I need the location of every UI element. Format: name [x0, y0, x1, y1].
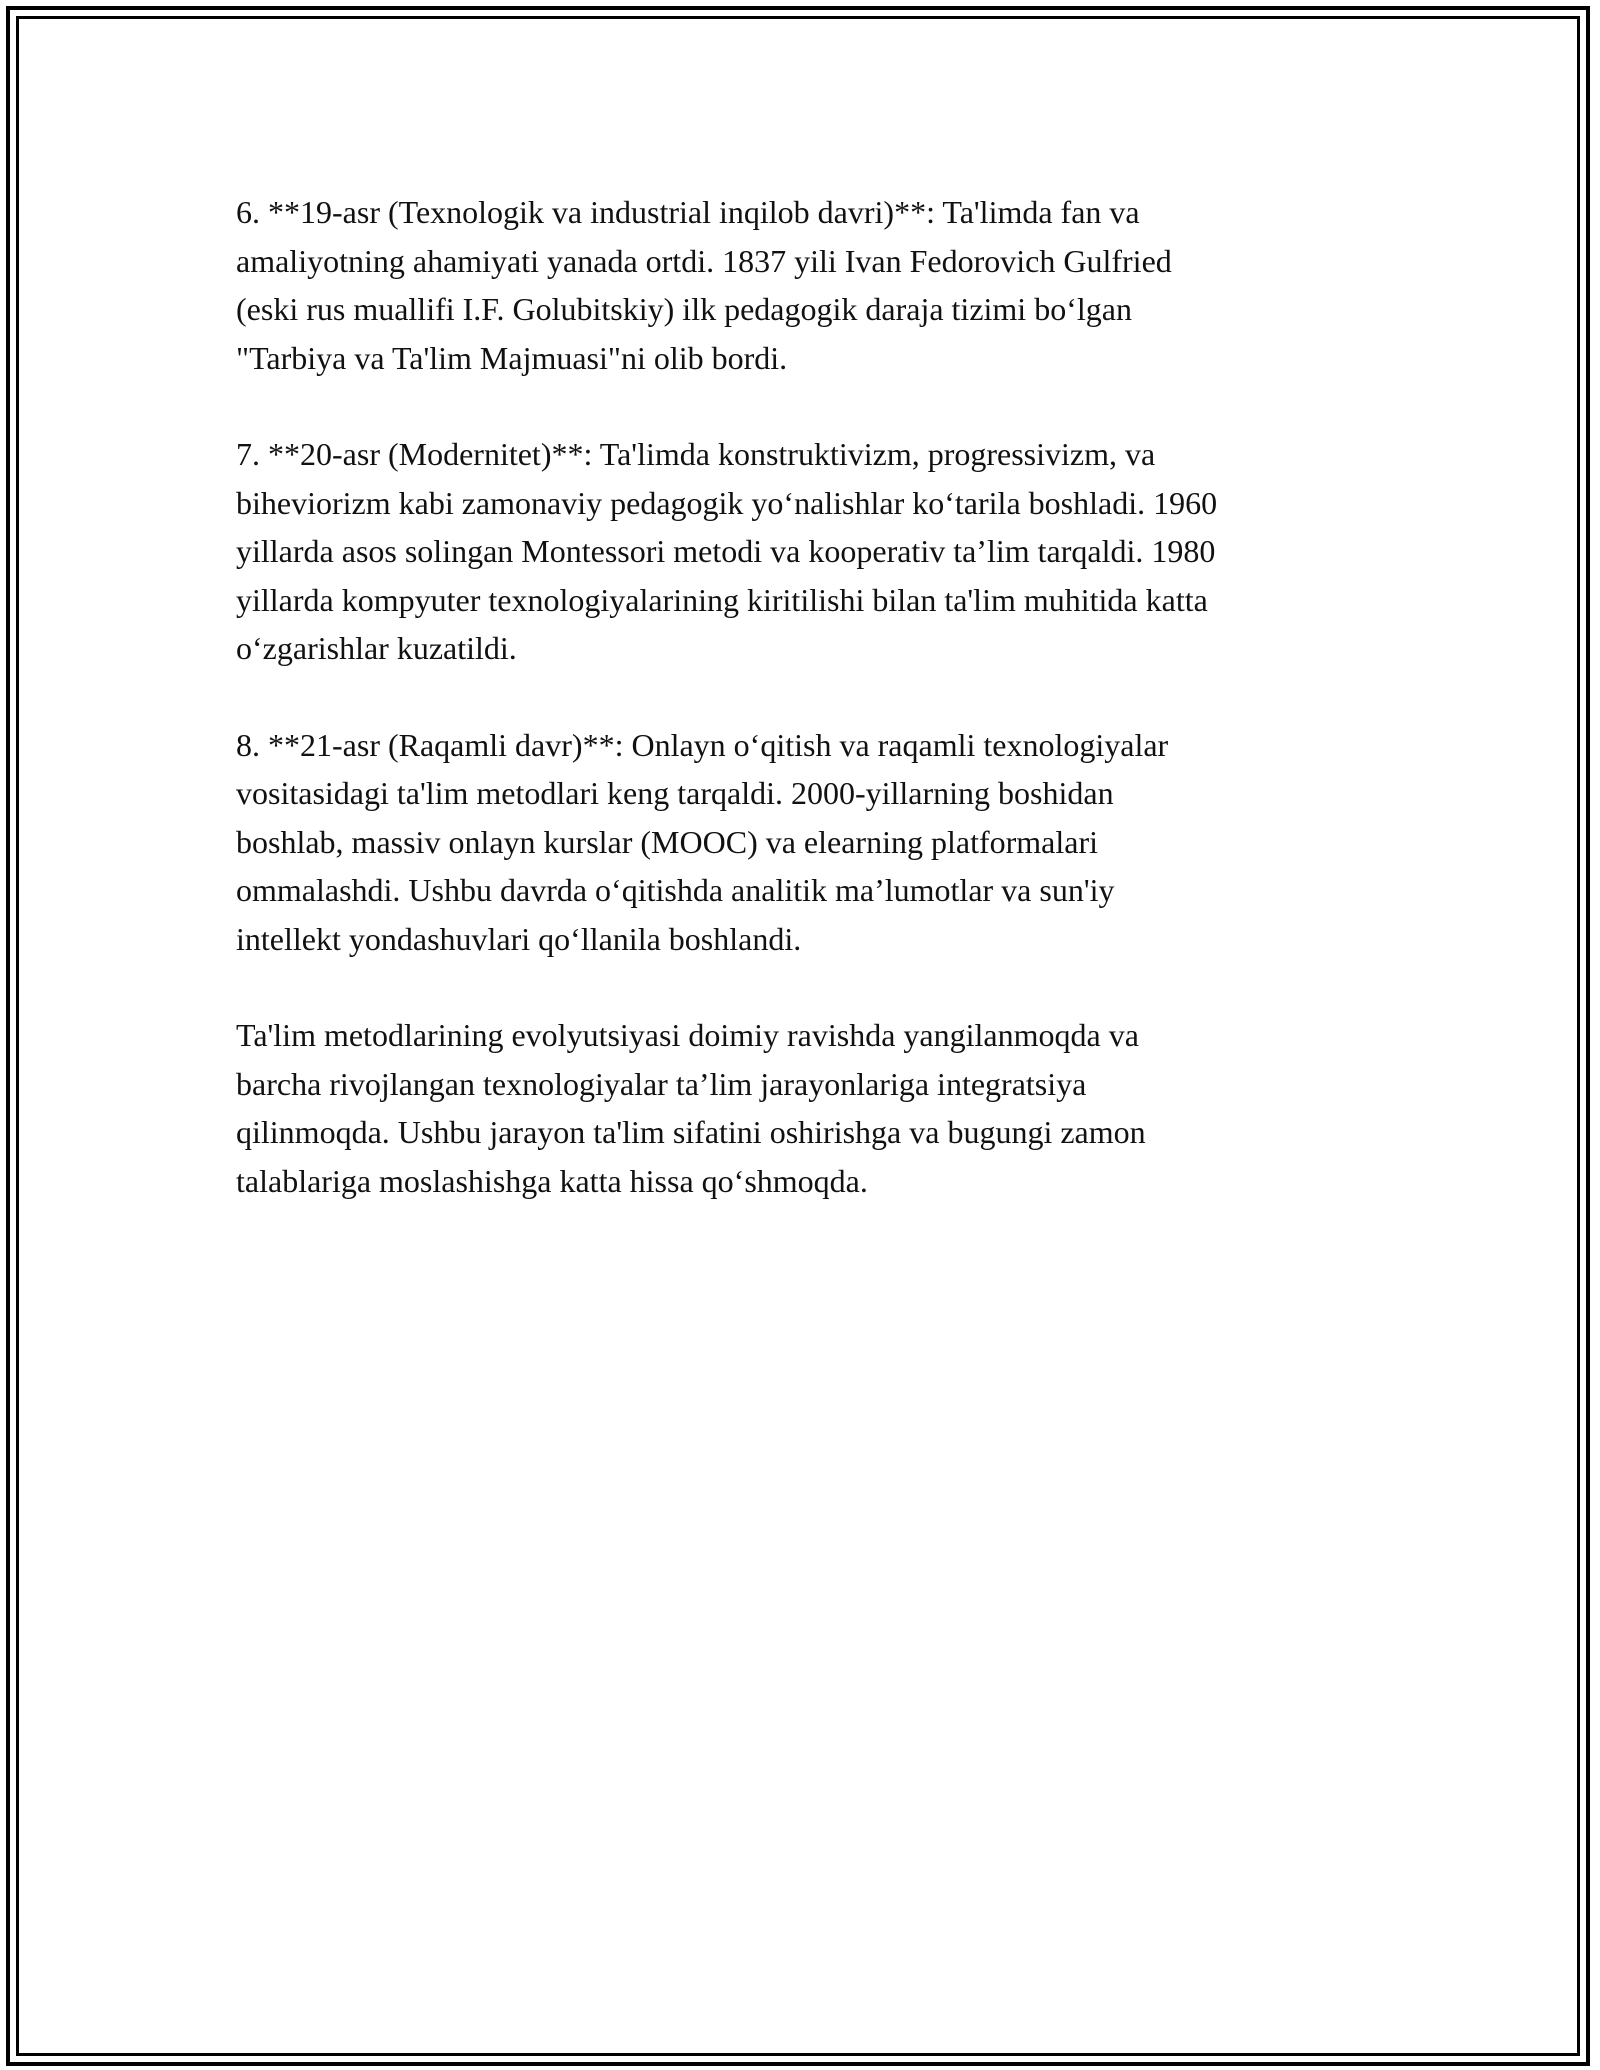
- text-line: barcha rivojlangan texnologiyalar ta’lim jarayonlariga integratsiya: [236, 1065, 1087, 1102]
- text-line: biheviorizm kabi zamonaviy pedagogik yo‘nalishlar ko‘tarila boshladi. 1960: [236, 484, 1218, 521]
- text-line: qilinmoqda. Ushbu jarayon ta'lim sifatini oshirishga va bugungi zamon: [236, 1114, 1146, 1150]
- text-line: 6. **19-asr (Texnologik va industrial inqilob davri)**: Ta'limda fan va: [236, 194, 1140, 230]
- text-line: 7. **20-asr (Modernitet)**: Ta'limda konstruktivizm, progressivizm, va: [236, 436, 1156, 472]
- text-line: "Tarbiya va Ta'lim Majmuasi"ni olib bordi.: [236, 339, 788, 376]
- text-line: (eski rus muallifi I.F. Golubitskiy) ilk pedagogik daraja tizimi bo‘lgan: [236, 291, 1132, 327]
- text-line: vositasidagi ta'lim metodlari keng tarqaldi. 2000-yillarning boshidan: [236, 775, 1114, 811]
- paragraph-21st-century: [236, 721, 1386, 964]
- document-body: [236, 188, 1386, 1253]
- text-line: o‘zgarishlar kuzatildi.: [236, 630, 517, 666]
- text-line: amaliyotning ahamiyati yanada ortdi. 1837 yili Ivan Fedorovich Gulfried: [236, 242, 1172, 279]
- text-line: ommalashdi. Ushbu davrda o‘qitishda analitik ma’lumotlar va sun'iy: [236, 872, 1115, 908]
- paragraph-conclusion: [236, 1011, 1386, 1205]
- paragraph-19th-century: [236, 188, 1386, 382]
- text-line: 8. **21-asr (Raqamli davr)**: Onlayn o‘qitish va raqamli texnologiyalar: [236, 726, 1169, 763]
- text-line: intellekt yondashuvlari qo‘llanila boshlandi.: [236, 920, 802, 957]
- text-line: Ta'lim metodlarining evolyutsiyasi doimiy ravishda yangilanmoqda va: [236, 1017, 1139, 1053]
- paragraph-20th-century: [236, 430, 1386, 673]
- text-line: yillarda kompyuter texnologiyalarining kiritilishi bilan ta'lim muhitida katta: [236, 581, 1208, 618]
- text-line: boshlab, massiv onlayn kurslar (MOOC) va elearning platformalari: [236, 823, 1098, 860]
- text-line: yillarda asos solingan Montessori metodi va kooperativ ta’lim tarqaldi. 1980: [236, 533, 1216, 569]
- text-line: talablariga moslashishga katta hissa qo‘shmoqda.: [236, 1162, 868, 1199]
